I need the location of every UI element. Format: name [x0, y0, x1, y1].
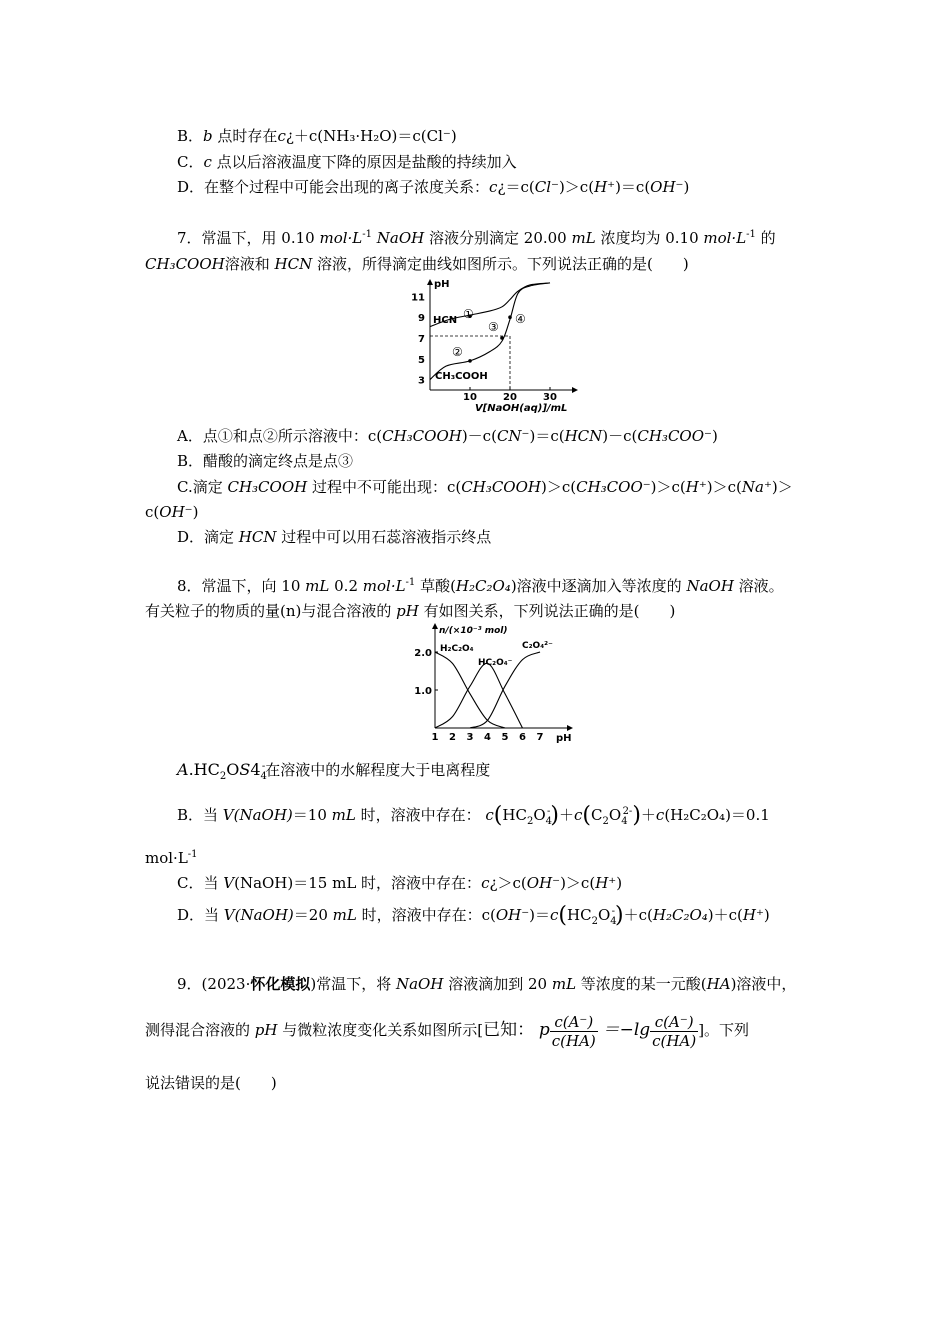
q8-option-b-tail: $mol\cdot L^{-1}$ [145, 849, 198, 867]
q7-xticks [463, 387, 557, 403]
q7-option-b: B．醋酸的滴定终点是点③ [177, 452, 354, 470]
q8-stem-line2: 有关粒子的物质的量(n)与混合溶液的 pH 有如图关系，下列说法正确的是( ) [145, 602, 676, 620]
q8-distribution-chart [410, 622, 585, 746]
q9-stem-line3: 说法错误的是( ) [145, 1074, 277, 1092]
q8-yticks [414, 648, 438, 697]
q8-xtick-label: 6 [519, 732, 526, 743]
q8-option-b: B．当 V(NaOH)＝10 mL 时，溶液中存在： $c(HC_2O_4^-)+c(C_2O_4^{2-})+c(H_2C_2O_4)=0.1$ [177, 803, 770, 828]
q8-xtick-label: 2 [449, 732, 456, 743]
q9-frac-1: $\frac{c(A^-)}{c(HA)}$ [551, 1012, 596, 1050]
q9-stem-line2: 测得混合溶液的 pH 与微粒浓度变化关系如图所示[已知： p $\frac{c(A^-)}{c(HA)}$ ＝−lg $\frac{c(A^-)}{c(HA)}$ ]。下列 [145, 1012, 750, 1050]
q7-yticks [411, 292, 425, 386]
q7-option-c-line2: c(OH⁻) [145, 503, 199, 521]
q8-ytick-label: 2.0 [414, 648, 432, 659]
q7-point-4 [508, 315, 512, 319]
q9-stem-line1: 9．(2023·怀化模拟)常温下，将 NaOH 溶液滴加到 20 mL 等浓度的某一元酸(HA)溶液中， [177, 975, 797, 993]
q8-option-c: C．当 V(NaOH)＝15 mL 时，溶液中存在：c¿＞c(OH⁻)＞c(H⁺) [177, 874, 623, 892]
q7-option-a: A．点①和点②所示溶液中：c(CH₃COOH)－c(CN⁻)＝c(HCN)－c(CH₃COO⁻) [177, 427, 718, 445]
q6-option-c: C．c 点以后溶液温度下降的原因是盐酸的持续加入 [177, 153, 517, 171]
q7-point-2 [468, 359, 472, 363]
q8-label-c2o4: C₂O₄²⁻ [522, 641, 553, 651]
q7-label-p1: ① [463, 307, 474, 321]
q8-xticks [432, 732, 544, 743]
q8-option-a: $A.HC_2OS4_4^-$在溶液中的水解程度大于电离程度 [177, 760, 491, 783]
q8-xtick-label: 7 [536, 732, 544, 743]
q8-xtick-label: 4 [484, 732, 491, 743]
q7-label-p3: ③ [488, 320, 499, 334]
q7-label-p4: ④ [515, 312, 526, 326]
q8-curve-hc2o4 [435, 663, 523, 728]
q7-option-d: D．滴定 HCN 过程中可以用石蕊溶液指示终点 [177, 528, 492, 546]
q7-ytick-label: 7 [418, 334, 425, 345]
q7-xtick-label: 10 [463, 392, 477, 403]
q8-ylabel: n/(×10⁻³ mol) [439, 626, 508, 636]
q8-option-d: D．当 V(NaOH)＝20 mL 时，溶液中存在：$c(OH^-)=c(HC_2O_4^-)+c(H_2C_2O_4)+c(H^+)$ [177, 903, 770, 928]
q8-label-hc2o4: HC₂O₄⁻ [478, 658, 513, 668]
q9-frac-2: $\frac{c(A^-)}{c(HA)}$ [652, 1012, 697, 1050]
q7-stem-line2: CH₃COOH溶液和 HCN 溶液，所得滴定曲线如图所示。下列说法正确的是( ) [145, 255, 689, 273]
q7-xtick-label: 30 [543, 392, 557, 403]
q7-label-p2: ② [452, 345, 463, 359]
q7-titration-chart [405, 278, 590, 420]
q7-ytick-label: 11 [411, 292, 425, 304]
q7-ytick-label: 9 [418, 313, 425, 325]
q8-stem-line1: 8．常温下，向 10 mL 0.2 $mol\cdot L^{-1}$ 草酸(H₂C₂O₄)溶液中逐滴加入等浓度的 NaOH 溶液。 [177, 577, 784, 595]
q8-xtick-label: 5 [501, 732, 509, 743]
q7-ylabel: pH [434, 279, 450, 290]
q7-label-hcn: HCN [433, 315, 458, 326]
q8-label-h2c2o4: H₂C₂O₄ [440, 644, 474, 654]
q8-xlabel: pH [556, 733, 572, 744]
q6-option-d: D．在整个过程中可能会出现的离子浓度关系：c¿＝c(Cl⁻)＞c(H⁺)＝c(OH⁻) [177, 178, 690, 196]
q7-ytick-label: 3 [418, 375, 425, 387]
q8-ytick-label: 1.0 [414, 686, 432, 697]
q8-xtick-label: 3 [466, 732, 474, 743]
q7-stem-line1: 7．常温下，用 0.10 $mol\cdot L^{-1}$ NaOH 溶液分别滴定 20.00 mL 浓度均为 0.10 $mol\cdot L^{-1}$ 的 [177, 229, 776, 247]
q7-option-c-line1: C.滴定 CH₃COOH 过程中不可能出现：c(CH₃COOH)＞c(CH₃COO⁻)＞c(H⁺)＞c(Na⁺)＞ [177, 478, 793, 496]
q7-ytick-label: 5 [418, 354, 425, 366]
q7-xlabel: V[NaOH(aq)]/mL [475, 403, 568, 414]
q8-xtick-label: 1 [431, 732, 439, 743]
q7-point-3 [500, 336, 504, 340]
q6-option-b: B．b 点时存在c¿＋c(NH₃·H₂O)＝c(Cl⁻) [177, 127, 457, 145]
q7-label-ch3cooh: CH₃COOH [435, 371, 488, 382]
q7-xtick-label: 20 [503, 392, 517, 403]
